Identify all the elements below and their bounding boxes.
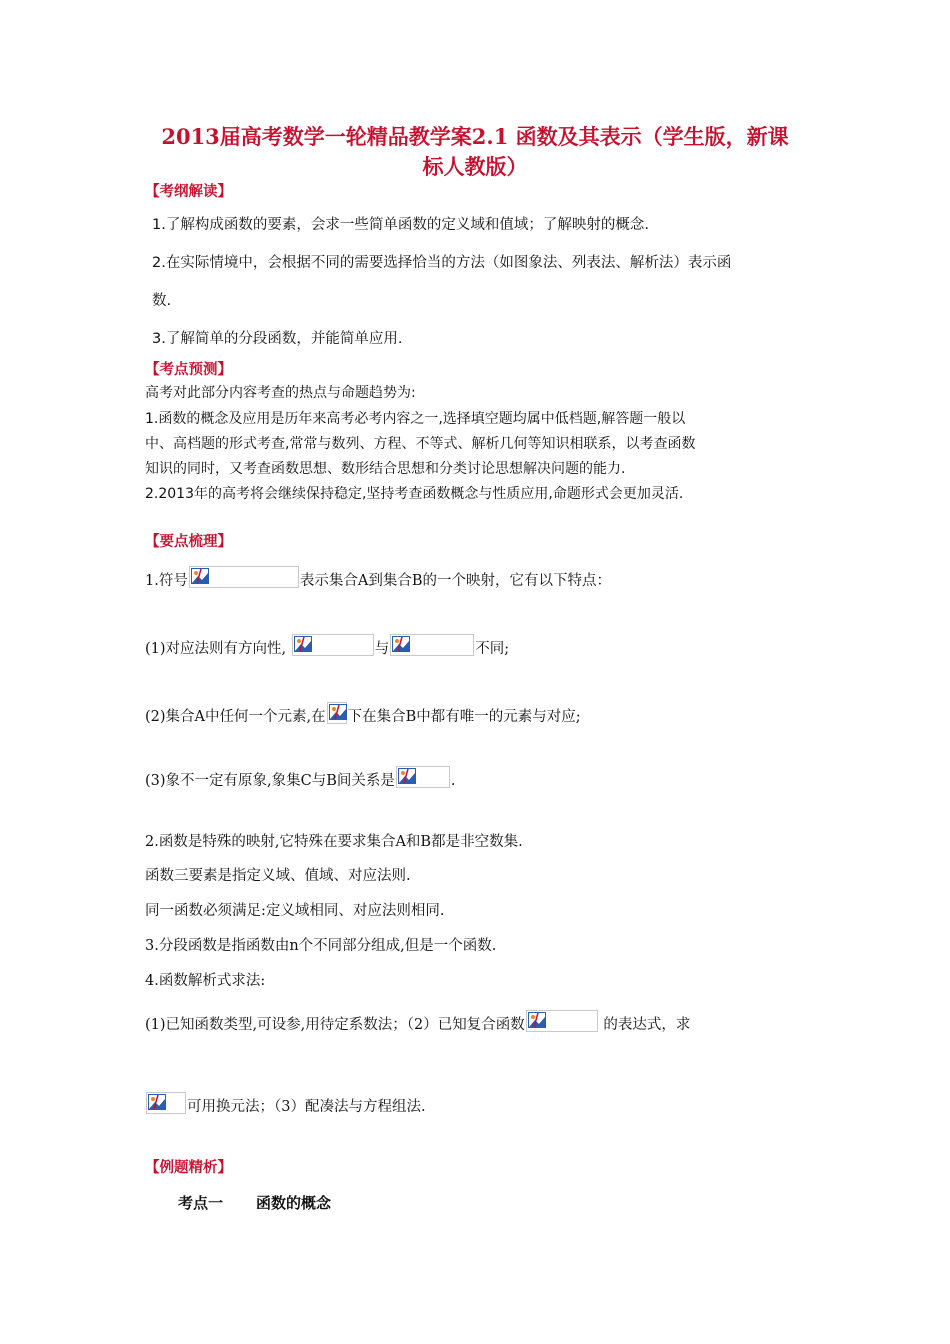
keypoint-4-methods-cont-text: 可用换元法；（3）配凑法与方程组法. bbox=[187, 1099, 426, 1115]
keypoint-1-1-suffix: 不同; bbox=[475, 641, 510, 657]
document-title bbox=[60, 122, 890, 182]
title-line-2: 标人教版） bbox=[422, 154, 528, 179]
keypoint-1-2 bbox=[145, 702, 581, 726]
section-heading-outline: 【考纲解读】 bbox=[145, 184, 232, 200]
section-heading-examples: 【例题精析】 bbox=[145, 1160, 232, 1176]
broken-image-icon bbox=[390, 634, 474, 656]
keypoint-1-2-prefix: (2)集合A中任何一个元素,在 bbox=[145, 709, 326, 725]
keypoint-2-elements: 函数三要素是指定义域、值域、对应法则. bbox=[145, 868, 411, 884]
keypoint-1-3-prefix: (3)象不一定有原象,象集C与B间关系是 bbox=[145, 773, 395, 789]
broken-image-icon bbox=[327, 702, 347, 724]
keypoint-1-2-suffix: 下在集合B中都有唯一的元素与对应; bbox=[347, 709, 581, 725]
outline-item-2: 2.在实际情境中，会根据不同的需要选择恰当的方法（如图象法、列表法、解析法）表示函 bbox=[152, 255, 732, 271]
forecast-item-1: 1.函数的概念及应用是历年来高考必考内容之一,选择填空题均属中低档题,解答题一般以 bbox=[145, 411, 686, 427]
keypoint-4-methods-prefix: (1)已知函数类型,可设参,用待定系数法；（2）已知复合函数 bbox=[145, 1017, 525, 1033]
broken-image-icon bbox=[189, 566, 299, 588]
keypoint-1-3 bbox=[145, 766, 456, 790]
forecast-item-1-cont-1: 中、高档题的形式考查,常常与数列、方程、不等式、解析几何等知识相联系，以考查函数 bbox=[145, 436, 696, 452]
title-line-1: 2013届高考数学一轮精品教学案2.1 函数及其表示（学生版，新课 bbox=[161, 124, 789, 149]
keypoint-1-3-suffix: . bbox=[450, 773, 456, 789]
keypoint-1-1 bbox=[145, 634, 509, 658]
section-heading-forecast: 【考点预测】 bbox=[145, 362, 232, 378]
keypoint-2: 2.函数是特殊的映射,它特殊在要求集合A和B都是非空数集. bbox=[145, 834, 523, 850]
section-heading-keypoints: 【要点梳理】 bbox=[145, 534, 232, 550]
broken-image-icon bbox=[292, 634, 374, 656]
keypoint-1-prefix: 1.符号 bbox=[145, 573, 188, 589]
keypoint-3: 3.分段函数是指函数由n个不同部分组成,但是一个函数. bbox=[145, 938, 497, 954]
forecast-intro: 高考对此部分内容考查的热点与命题趋势为: bbox=[145, 385, 416, 401]
outline-item-2-cont: 数. bbox=[152, 293, 172, 309]
broken-image-icon bbox=[396, 766, 450, 788]
keypoint-1-text: 表示集合A到集合B的一个映射，它有以下特点： bbox=[299, 573, 611, 589]
forecast-item-2: 2.2013年的高考将会继续保持稳定,坚持考查函数概念与性质应用,命题形式会更加灵活. bbox=[145, 486, 684, 502]
keypoint-4: 4.函数解析式求法: bbox=[145, 973, 266, 989]
broken-image-icon bbox=[526, 1010, 598, 1032]
topic-1-label: 考点一 bbox=[178, 1194, 224, 1212]
keypoint-4-methods-suffix: 的表达式，求 bbox=[603, 1017, 691, 1033]
keypoint-4-methods-cont bbox=[145, 1092, 426, 1116]
keypoint-1-1-prefix: (1)对应法则有方向性, bbox=[145, 641, 287, 657]
outline-item-1: 1.了解构成函数的要素，会求一些简单函数的定义域和值域；了解映射的概念. bbox=[152, 217, 649, 233]
forecast-item-1-cont-2: 知识的同时，又考查函数思想、数形结合思想和分类讨论思想解决问题的能力. bbox=[145, 461, 626, 477]
keypoint-1-1-and: 与 bbox=[374, 641, 390, 657]
keypoint-2-same: 同一函数必须满足:定义域相同、对应法则相同. bbox=[145, 903, 445, 919]
keypoint-1 bbox=[145, 566, 611, 590]
keypoint-4-methods bbox=[145, 1010, 690, 1034]
broken-image-icon bbox=[146, 1092, 186, 1114]
outline-item-3: 3.了解简单的分段函数，并能简单应用. bbox=[152, 331, 403, 347]
topic-1-title: 函数的概念 bbox=[256, 1194, 332, 1212]
